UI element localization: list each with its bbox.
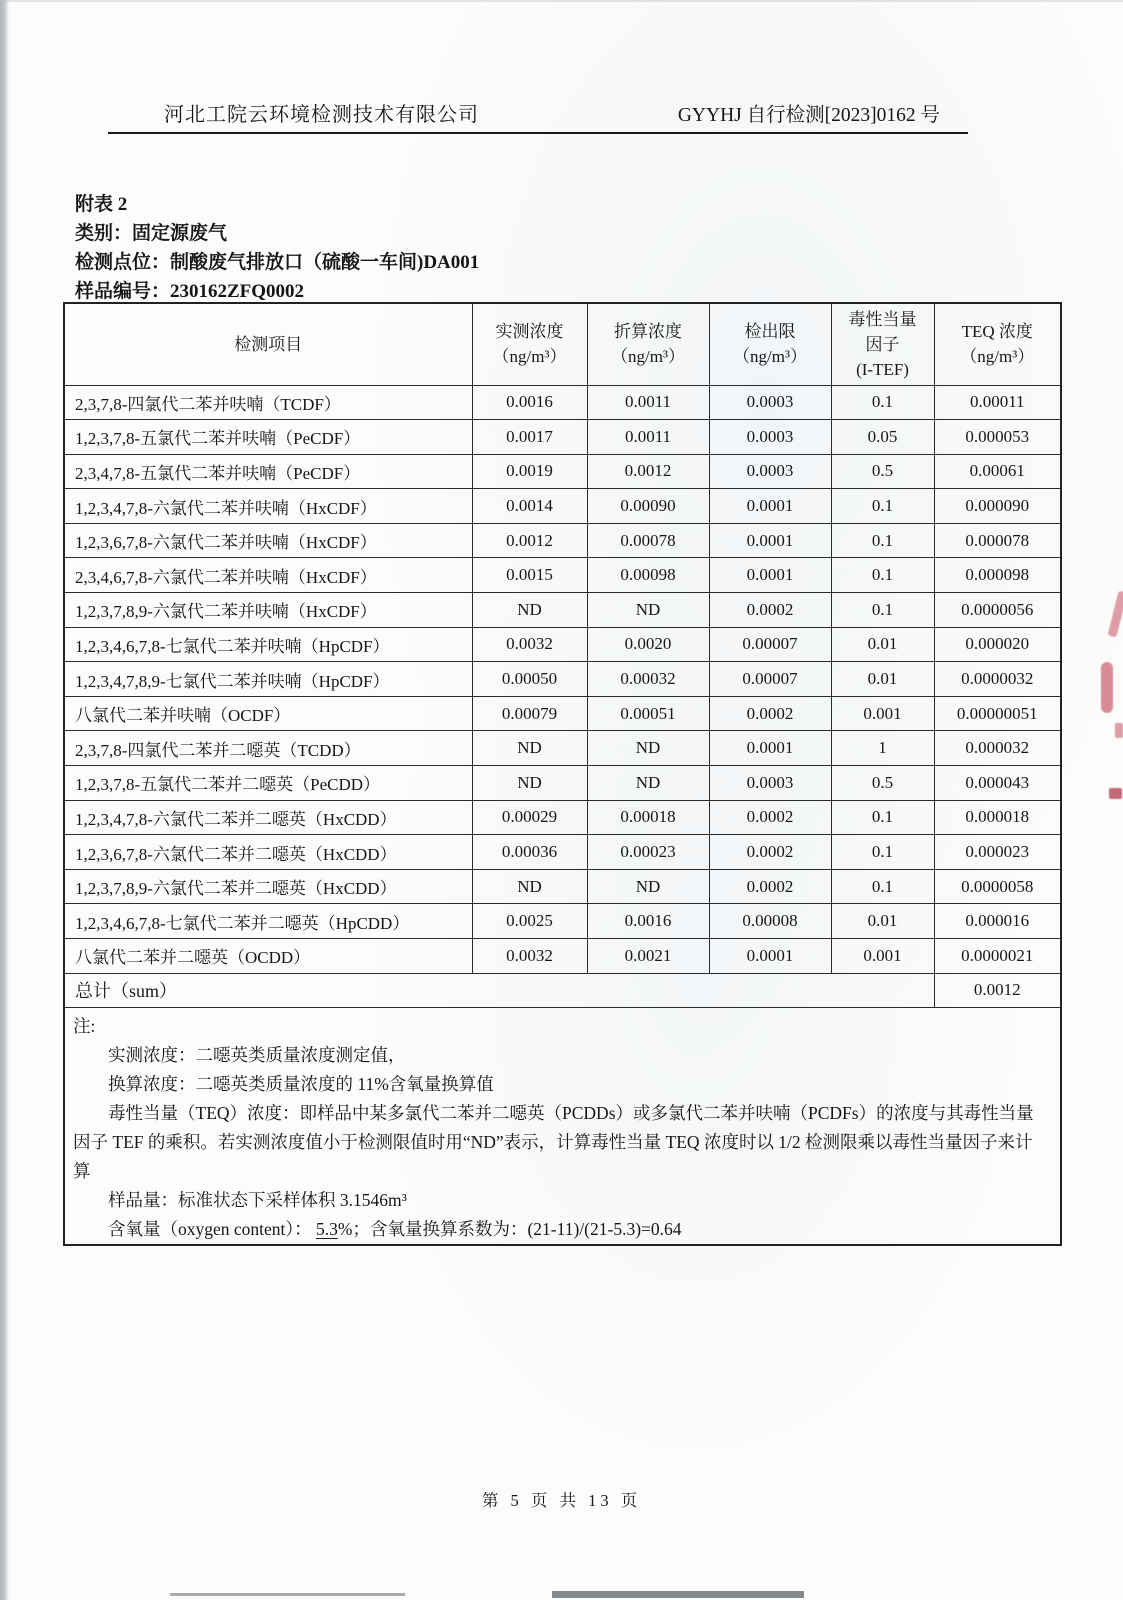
item-name-cell: 1,2,3,4,6,7,8-七氯代二苯并呋喃（HpCDF） [64, 627, 472, 662]
notes-cell [64, 1008, 1061, 1246]
tef-cell: 0.1 [831, 835, 934, 870]
table-row [64, 904, 1061, 939]
measured-cell: 0.0012 [472, 523, 587, 558]
measured-cell: 0.0015 [472, 558, 587, 593]
limit-cell: 0.0002 [709, 696, 831, 731]
tef-cell: 0.001 [831, 696, 934, 731]
table-row [64, 420, 1061, 455]
table-row [64, 523, 1061, 558]
tef-cell: 0.1 [831, 385, 934, 420]
red-stamp-fragment [1115, 723, 1123, 738]
converted-cell: 0.00078 [587, 523, 709, 558]
tef-cell: 0.1 [831, 869, 934, 904]
header-row [64, 303, 1061, 385]
col-measured-unit: （ng/m³） [492, 347, 567, 367]
limit-cell: 0.00008 [709, 904, 831, 939]
measured-cell: ND [472, 766, 587, 801]
col-tef-title2: 因子 [865, 334, 900, 354]
page-number: 第 5 页 共 13 页 [481, 1491, 642, 1510]
item-name-cell: 1,2,3,4,6,7,8-七氯代二苯并二噁英（HpCDD） [64, 904, 472, 939]
appendix-title: 附表 2 [75, 194, 128, 215]
company-name: 河北工院云环境检测技术有限公司 [164, 104, 479, 126]
item-name-cell: 2,3,4,6,7,8-六氯代二苯并呋喃（HxCDF） [64, 558, 472, 593]
scan-bottom-artifact [552, 1591, 804, 1598]
table-row [64, 731, 1061, 766]
limit-cell: 0.0002 [709, 869, 831, 904]
table-row [64, 489, 1061, 524]
table-row [64, 627, 1061, 662]
scan-top-edge [0, 0, 1123, 2]
limit-cell: 0.0002 [709, 593, 831, 628]
col-converted-title: 折算浓度 [614, 322, 682, 342]
teq-cell: 0.0000056 [934, 593, 1061, 628]
tef-cell: 0.01 [831, 627, 934, 662]
limit-cell: 0.0001 [709, 489, 831, 524]
tef-cell: 0.1 [831, 593, 934, 628]
table-row [64, 662, 1061, 697]
converted-cell: 0.0021 [587, 939, 709, 974]
limit-cell: 0.0003 [709, 385, 831, 420]
teq-cell: 0.000098 [934, 558, 1061, 593]
note-measured-def: 实测浓度：二噁英类质量浓度测定值， [108, 1045, 406, 1066]
total-row [64, 973, 1061, 1008]
converted-cell: 0.00051 [587, 696, 709, 731]
measured-cell: 0.0032 [472, 627, 587, 662]
table-row [64, 869, 1061, 904]
converted-cell: 0.0011 [587, 385, 709, 420]
limit-cell: 0.00007 [709, 662, 831, 697]
teq-cell: 0.000016 [934, 904, 1061, 939]
oxygen-prefix: 含氧量（oxygen content）： [108, 1219, 317, 1240]
category-line: 类别：固定源废气 [75, 223, 228, 244]
measured-cell: 0.0019 [472, 454, 587, 489]
tef-cell: 0.01 [831, 662, 934, 697]
limit-cell: 0.0003 [709, 454, 831, 489]
red-stamp-fragment [1108, 591, 1123, 638]
measured-cell: 0.0025 [472, 904, 587, 939]
measured-cell: ND [472, 731, 587, 766]
measured-cell: 0.00079 [472, 696, 587, 731]
table-footer-rows [64, 973, 1061, 1245]
total-label-cell: 总计（sum） [64, 973, 934, 1008]
title-block [75, 190, 479, 306]
col-limit-unit: （ng/m³） [732, 347, 808, 367]
item-name-cell: 1,2,3,4,7,8,9-七氯代二苯并呋喃（HpCDF） [64, 662, 472, 697]
measured-cell: ND [472, 593, 587, 628]
results-table [63, 302, 1062, 1246]
document-number: GYYHJ 自行检测[2023]0162 号 [677, 105, 940, 126]
col-tef-title1: 毒性当量 [848, 309, 917, 329]
table-row [64, 800, 1061, 835]
teq-cell: 0.0000058 [934, 869, 1061, 904]
converted-cell: ND [587, 731, 709, 766]
red-stamp-fragment [1101, 662, 1113, 713]
converted-cell: 0.0011 [587, 420, 709, 455]
converted-cell: 0.0016 [587, 904, 709, 939]
red-stamp-fragment [1109, 788, 1122, 799]
scan-left-edge-shadow [0, 0, 9, 1600]
item-name-cell: 1,2,3,6,7,8-六氯代二苯并呋喃（HxCDF） [64, 523, 472, 558]
converted-cell: 0.00098 [587, 558, 709, 593]
limit-cell: 0.00007 [709, 627, 831, 662]
col-limit-title: 检出限 [744, 322, 796, 342]
teq-cell: 0.000053 [934, 420, 1061, 455]
limit-cell: 0.0001 [709, 558, 831, 593]
converted-cell: ND [587, 869, 709, 904]
col-converted-unit: （ng/m³） [610, 347, 686, 367]
table-row [64, 454, 1061, 489]
col-tef-title3: (I-TEF) [856, 359, 909, 379]
col-item: 检测项目 [64, 303, 472, 385]
teq-cell: 0.00061 [934, 454, 1061, 489]
limit-cell: 0.0002 [709, 800, 831, 835]
measured-cell: 0.0032 [472, 939, 587, 974]
table-row [64, 696, 1061, 731]
tef-cell: 0.5 [831, 454, 934, 489]
limit-cell: 0.0003 [709, 420, 831, 455]
notes-label: 注: [73, 1016, 96, 1037]
converted-cell: ND [587, 593, 709, 628]
teq-cell: 0.000020 [934, 627, 1061, 662]
limit-cell: 0.0003 [709, 766, 831, 801]
note-sample-volume: 样品量：标准状态下采样体积 3.1546m³ [108, 1190, 407, 1211]
col-teq [934, 303, 1061, 385]
measured-cell: 0.00050 [472, 662, 587, 697]
converted-cell: ND [587, 766, 709, 801]
col-detection-limit [709, 303, 831, 385]
sample-number-line: 样品编号：230162ZFQ0002 [75, 281, 305, 302]
oxygen-value: 5.3 [316, 1219, 338, 1240]
tef-cell: 0.1 [831, 558, 934, 593]
measured-cell: ND [472, 869, 587, 904]
item-name-cell: 2,3,4,7,8-五氯代二苯并呋喃（PeCDF） [64, 454, 472, 489]
item-name-cell: 1,2,3,7,8-五氯代二苯并二噁英（PeCDD） [64, 766, 472, 801]
table-row [64, 835, 1061, 870]
converted-cell: 0.00032 [587, 662, 709, 697]
teq-cell: 0.000078 [934, 523, 1061, 558]
col-tef [831, 303, 934, 385]
limit-cell: 0.0002 [709, 835, 831, 870]
monitoring-point-line: 检测点位：制酸废气排放口（硫酸一车间)DA001 [75, 252, 480, 273]
table-row [64, 766, 1061, 801]
table-row [64, 558, 1061, 593]
total-value-cell: 0.0012 [934, 973, 1061, 1008]
page-header [108, 98, 968, 134]
limit-cell: 0.0001 [709, 523, 831, 558]
measured-cell: 0.00036 [472, 835, 587, 870]
item-name-cell: 2,3,7,8-四氯代二苯并呋喃（TCDF） [64, 385, 472, 420]
teq-cell: 0.00000051 [934, 696, 1061, 731]
tef-cell: 0.1 [831, 800, 934, 835]
converted-cell: 0.0020 [587, 627, 709, 662]
item-name-cell: 八氯代二苯并二噁英（OCDD） [64, 939, 472, 974]
item-name-cell: 1,2,3,7,8,9-六氯代二苯并二噁英（HxCDD） [64, 869, 472, 904]
item-name-cell: 八氯代二苯并呋喃（OCDF） [64, 696, 472, 731]
converted-cell: 0.0012 [587, 454, 709, 489]
teq-cell: 0.00011 [934, 385, 1061, 420]
teq-cell: 0.000018 [934, 800, 1061, 835]
teq-cell: 0.0000021 [934, 939, 1061, 974]
measured-cell: 0.0017 [472, 420, 587, 455]
converted-cell: 0.00018 [587, 800, 709, 835]
teq-cell: 0.000090 [934, 489, 1061, 524]
item-name-cell: 1,2,3,7,8,9-六氯代二苯并呋喃（HxCDF） [64, 593, 472, 628]
teq-cell: 0.000023 [934, 835, 1061, 870]
measured-cell: 0.0014 [472, 489, 587, 524]
table-row [64, 593, 1061, 628]
teq-cell: 0.0000032 [934, 662, 1061, 697]
col-measured [472, 303, 587, 385]
table-header [64, 303, 1061, 385]
teq-cell: 0.000043 [934, 766, 1061, 801]
col-teq-unit: （ng/m³） [960, 347, 1035, 367]
table-row [64, 939, 1061, 974]
oxygen-suffix: %；含氧量换算系数为：(21-11)/(21-5.3)=0.64 [337, 1219, 682, 1240]
converted-cell: 0.00090 [587, 489, 709, 524]
tef-cell: 0.01 [831, 904, 934, 939]
scan-bottom-artifact [170, 1593, 405, 1596]
note-oxygen-content [73, 1215, 1050, 1244]
notes-row [64, 1008, 1061, 1246]
measured-cell: 0.00029 [472, 800, 587, 835]
item-name-cell: 1,2,3,4,7,8-六氯代二苯并二噁英（HxCDD） [64, 800, 472, 835]
tef-cell: 0.05 [831, 420, 934, 455]
col-measured-title: 实测浓度 [495, 322, 564, 342]
measured-cell: 0.0016 [472, 385, 587, 420]
limit-cell: 0.0001 [709, 731, 831, 766]
teq-cell: 0.000032 [934, 731, 1061, 766]
tef-cell: 1 [831, 731, 934, 766]
tef-cell: 0.1 [831, 489, 934, 524]
table-body [64, 385, 1061, 973]
note-teq-def: 毒性当量（TEQ）浓度：即样品中某多氯代二苯并二噁英（PCDDs）或多氯代二苯并呋喃（PCDFs）的浓度与其毒性当量因子 TEF 的乘积。若实测浓度值小于检测限值时用“ND”表示，计算毒性当量 TEQ 浓度时以 1/2 检测限乘以毒性当量因子来计算 [73, 1103, 1034, 1182]
item-name-cell: 1,2,3,4,7,8-六氯代二苯并呋喃（HxCDF） [64, 489, 472, 524]
tef-cell: 0.5 [831, 766, 934, 801]
tef-cell: 0.1 [831, 523, 934, 558]
tef-cell: 0.001 [831, 939, 934, 974]
item-name-cell: 1,2,3,7,8-五氯代二苯并呋喃（PeCDF） [64, 420, 472, 455]
converted-cell: 0.00023 [587, 835, 709, 870]
item-name-cell: 2,3,7,8-四氯代二苯并二噁英（TCDD） [64, 731, 472, 766]
note-converted-def: 换算浓度：二噁英类质量浓度的 11%含氧量换算值 [108, 1074, 494, 1095]
limit-cell: 0.0001 [709, 939, 831, 974]
col-converted [587, 303, 709, 385]
col-teq-title: TEQ 浓度 [961, 322, 1033, 342]
item-name-cell: 1,2,3,6,7,8-六氯代二苯并二噁英（HxCDD） [64, 835, 472, 870]
table-row [64, 385, 1061, 420]
